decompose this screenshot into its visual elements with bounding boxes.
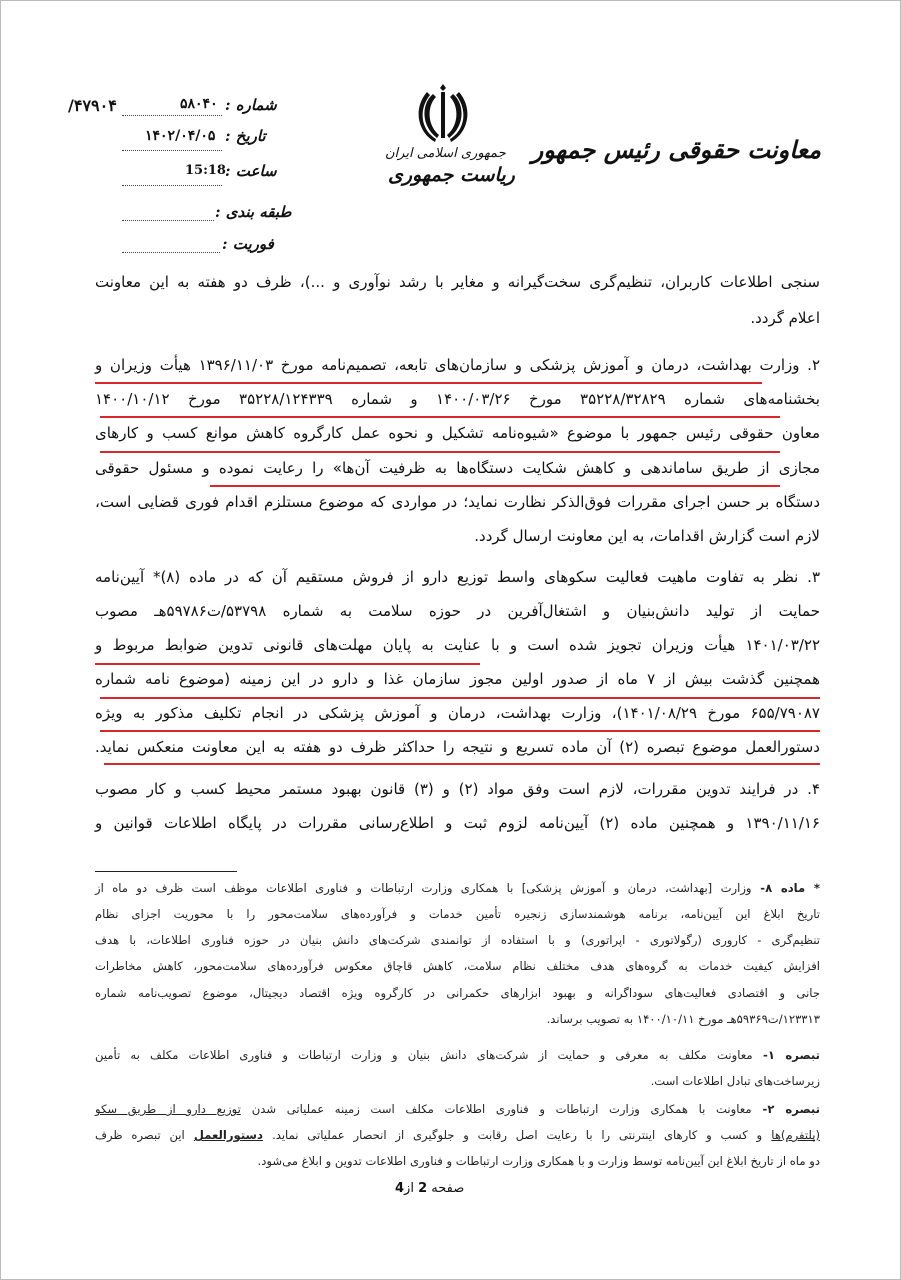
note2-underlined: توزیع دارو از طریق سکو [95, 1102, 241, 1116]
footnote-art8-line [95, 880, 820, 896]
footnote-art8-line: افزایش کیفیت خدمات به گروه‌های هدف مختلف نظام سلامت، کاهش قاچاق معکوس فرآورده‌های سلامت‌محور، کاهش مخاطرات [95, 959, 820, 973]
time-dots [122, 185, 222, 186]
red-underline [104, 763, 820, 765]
office-title: معاونت حقوقی رئیس جمهور [531, 135, 821, 164]
number-value: ۵۸۰۴۰ [180, 96, 218, 112]
p2-line: معاون حقوقی رئیس جمهور با موضوع «شیوه‌نامه تشکیل و نحوه عمل کارگروه کاهش موانع کسب و کارهای [95, 424, 820, 442]
page-label: صفحه [431, 1181, 465, 1196]
note2-line: دو ماه از تاریخ ابلاغ این آیین‌نامه توسط وزارت و با همکاری وزارت ارتباطات و فناوری اطلاعات تدوین و ابلاغ می‌شود. [257, 1154, 820, 1168]
red-underline [95, 663, 480, 665]
time-label: ساعت : [225, 162, 277, 180]
note2-text: این تبصره ظرف [95, 1128, 185, 1142]
red-underline [100, 697, 820, 699]
urgency-dots [122, 252, 220, 253]
classification-label: طبقه بندی : [215, 203, 292, 221]
p3-line: حمایت از تولید دانش‌بنیان و اشتغال‌آفرین در حوزه سلامت به شماره ۵۳۷۹۸/ت۵۹۷۸۶هـ مصوب [95, 602, 820, 620]
note1-title: تبصره ۱- [763, 1048, 820, 1062]
number-dots [122, 115, 222, 116]
iran-emblem-icon [415, 80, 471, 146]
time-value: 15:18 [185, 163, 226, 178]
p1-line: سنجی اطلاعات کاربران، تنظیم‌گری سخت‌گیرانه و مغایر با رشد نوآوری و ...)، ظرف دو هفته به این معاونت [95, 273, 820, 291]
page-of: از [404, 1181, 414, 1196]
p3-line: ۳. نظر به تفاوت ماهیت فعالیت سکوهای واسط توزیع دارو از فروش مستقیم آن که در ماده (۸)* آیین‌نامه [95, 568, 820, 586]
art8-text: وزارت [بهداشت، درمان و آموزش پزشکی] با همکاری وزارت ارتباطات و فناوری اطلاعات موظف است ظرف دو ماه از [95, 881, 752, 895]
emblem-caption-1: جمهوری اسلامی ایران [385, 146, 506, 161]
p4-line: ۱۳۹۰/۱۱/۱۶ و همچنین ماده (۲) آیین‌نامه لزوم ثبت و اطلاع‌رسانی مقررات در پایگاه اطلاعات قوانین و [95, 814, 820, 832]
note2-underlined: (پلتفرم)ها [771, 1128, 820, 1142]
p3-line: دستورالعمل موضوع تبصره (۲) آن ماده تسریع و نتیجه را حداکثر ظرف دو هفته به این معاونت منعکس نماید. [95, 738, 820, 756]
red-underline [95, 382, 762, 384]
p4-line: ۴. در فرایند تدوین مقررات، لازم است وفق مواد (۲) و (۳) قانون بهبود مستمر محیط کسب و کار مصوب [95, 780, 820, 798]
note1-line [95, 1047, 820, 1063]
red-underline [100, 730, 820, 732]
note2-line [95, 1101, 820, 1117]
note1-line: زیرساخت‌های تبادل اطلاعات است. [650, 1074, 820, 1088]
page-total: 4 [395, 1181, 405, 1196]
p3-line: ۶۵۵/۷۹۰۸۷ مورخ ۱۴۰۱/۰۸/۲۹)، وزارت بهداشت، درمان و آموزش پزشکی در انجام تکلیف مذکور به ویژه [95, 704, 820, 722]
date-label: تاریخ : [225, 127, 266, 145]
p3-line: همچنین گذشت بیش از ۷ ماه از صدور اولین مجوز سازمان غذا و دارو در این زمینه (موضوع نامه شماره [95, 670, 820, 688]
note2-line [95, 1127, 820, 1143]
footnote-art8-line: ۱۲۳۳۱۳/ت۵۹۳۶۹هـ مورخ ۱۴۰۰/۱۰/۱۱ به تصویب برساند. [546, 1012, 820, 1026]
footnote-separator [95, 871, 237, 872]
urgency-label: فوریت : [222, 235, 274, 253]
p1-line: اعلام گردد. [750, 309, 820, 327]
footnote-art8-line: جانی و اقتصادی فعالیت‌های سوداگرانه و بهبود ابزارهای حکمرانی در کارگروه ویژه اقتصاد دیجیتال، موضوع تصویب‌نامه شماره [95, 986, 820, 1000]
footnote-art8-line: تاریخ ابلاغ این آیین‌نامه، برنامه هوشمندسازی زنجیره تأمین خدمات و فرآورده‌های سلامت‌محور را با محوریت اجزای نظام [95, 907, 820, 921]
note2-text: معاونت با همکاری وزارت ارتباطات و فناوری اطلاعات مکلف است زمینه عملیاتی شدن [251, 1102, 752, 1116]
emblem-caption-2: ریاست جمهوری [388, 164, 515, 186]
page-current: 2 [418, 1181, 428, 1196]
classification-dots [122, 220, 214, 221]
p2-line: بخشنامه‌های شماره ۳۵۲۲۸/۳۲۸۲۹ مورخ ۱۴۰۰/۰۳/۲۶ و شماره ۳۵۲۲۸/۱۲۴۳۳۹ مورخ ۱۴۰۰/۱۰/۱۲ [95, 390, 820, 408]
p2-line: دستگاه بر حسن اجرای مقررات فوق‌الذکر نظارت نماید؛ در مواردی که موضوع مستلزم اقدام فوری قضایی است، [95, 493, 820, 511]
p2-line: مجازی از طریق ساماندهی و کاهش شکایت دستگاه‌ها به ظرفیت آن‌ها» را رعایت نموده و مسئول حقوقی [95, 459, 820, 477]
footnote-art8-line: تنظیم‌گری - کاروری (رگولاتوری - اپراتوری) و با استفاده از توانمندی شرکت‌های دانش بنیان در حوزه فناوری اطلاعات، با هدف [95, 933, 820, 947]
note2-underlined-bold: دستورالعمل [193, 1128, 263, 1142]
art8-title: * ماده ۸- [760, 881, 820, 895]
number-label: شماره : [225, 96, 277, 114]
p2-line: ۲. وزارت بهداشت، درمان و آموزش پزشکی و سازمان‌های تابعه، تصمیم‌نامه مورخ ۱۳۹۶/۱۱/۰۳ هیأت وزیران و [95, 356, 820, 374]
p3-line: ۱۴۰۱/۰۳/۲۲ هیأت وزیران تجویز شده است و با عنایت به پایان مهلت‌های قانونی تدوین ضوابط مربوط و [95, 636, 820, 654]
red-underline [210, 485, 780, 487]
p2-line: لازم است گزارش اقدامات، به این معاونت ارسال گردد. [474, 527, 820, 545]
date-value: ۱۴۰۲/۰۴/۰۵ [145, 128, 216, 144]
page-number [395, 1181, 464, 1196]
red-underline [100, 416, 780, 418]
date-dots [122, 150, 222, 151]
note1-text: معاونت مکلف به معرفی و حمایت از شرکت‌های دانش بنیان و وزارت ارتباطات و فناوری اطلاعات مکلف به تأمین [95, 1048, 753, 1062]
note2-text: و کسب و کارهای اینترنتی را با رعایت اصل رقابت و جلوگیری از انحصار عملیاتی نماید. [272, 1128, 763, 1142]
note2-title: تبصره ۲- [762, 1102, 820, 1116]
number-extra: ۴۷۹۰۴/ [68, 96, 117, 115]
red-underline [100, 451, 780, 453]
